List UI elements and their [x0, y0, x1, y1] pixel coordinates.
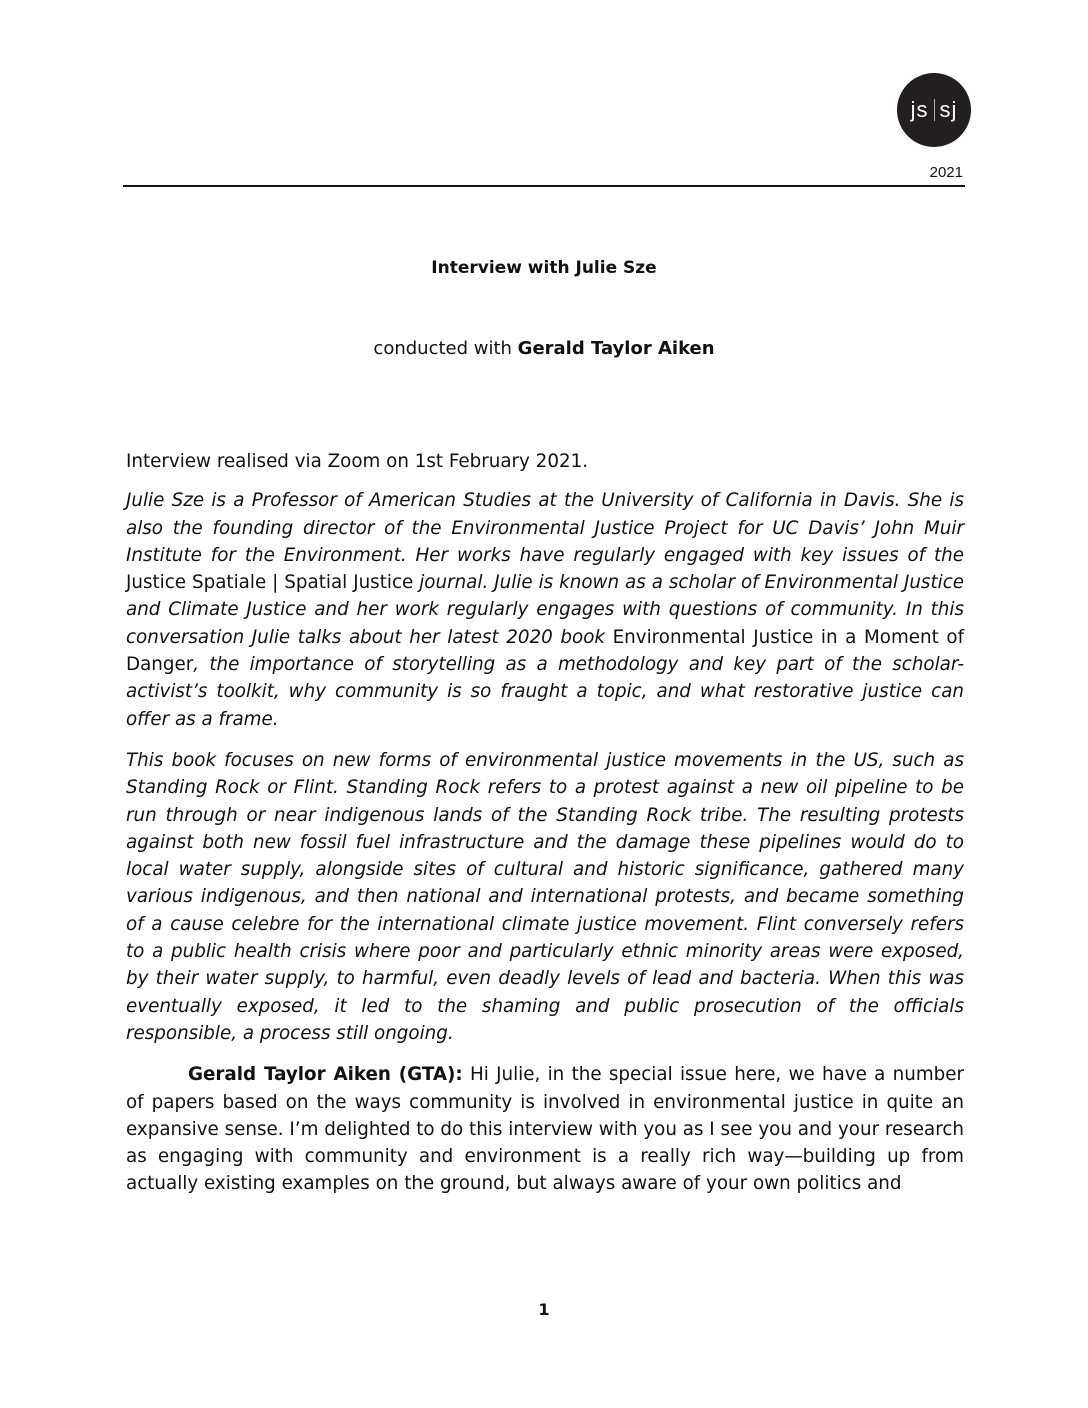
question-paragraph: [126, 1061, 964, 1197]
interviewer-name: Gerald Taylor Aiken: [517, 338, 715, 359]
document-body: [126, 448, 964, 1212]
logo-left-text: js: [910, 97, 929, 122]
page-number: 1: [538, 1300, 550, 1319]
bio-text-3: , the importance of storytelling as a methodology and key part of the scholar-activist’s toolkit, why community is so fraught a topic, and what restorative justice can offer as a frame.: [126, 654, 964, 730]
document-title: Interview with Julie Sze: [431, 258, 657, 278]
journal-name: Justice Spatiale | Spatial Justice: [126, 572, 414, 594]
bio-paragraph: [126, 487, 964, 733]
speaker-label: Gerald Taylor Aiken (GTA):: [188, 1064, 463, 1086]
bio-text-2: journal. Julie is known as a scholar of Environmental Justice and Climate Justice and her work regularly engages with questions of community. In this conversation Julie talks about her latest 2020 book: [126, 572, 964, 648]
bio-text-1: Julie Sze is a Professor of American Studies at the University of California in Davis. She is also the founding director of the Environmental Justice Project for UC Davis’ John Muir Institute for the Environment. Her works have regularly engaged with key issues of the: [126, 490, 964, 566]
header-year: 2021: [929, 164, 963, 181]
journal-logo: [897, 73, 971, 147]
subtitle-prefix: conducted with: [373, 338, 518, 359]
context-paragraph: This book focuses on new forms of environmental justice movements in the US, such as Standing Rock or Flint. Standing Rock refers to a protest against a new oil pipeline to be run through or near indigenous lands of the Standing Rock tribe. The resulting protests against both new fossil fuel infrastructure and the damage these pipelines would do to local water supply, alongside sites of cultural and historic significance, gathered many various indigenous, and then national and international protests, and became something of a cause celebre for the international climate justice movement. Flint conversely refers to a public health crisis where poor and particularly ethnic minority areas were exposed, by their water supply, to harmful, even deadly levels of lead and bacteria. When this was eventually exposed, it led to the shaming and public prosecution of the officials responsible, a process still ongoing.: [126, 749, 964, 1044]
question-text: Hi Julie, in the special issue here, we have a number of papers based on the ways community is involved in environmental justice in quite an expansive sense. I’m delighted to do this interview with you as I see you and your research as engaging with community and environment is a really rich way—building up from actually existing examples on the ground, but always aware of your own politics and: [126, 1064, 964, 1195]
logo-right-text: sj: [939, 97, 958, 122]
document-subtitle: [0, 338, 1088, 359]
logo-divider: [934, 99, 935, 121]
book-title: Environmental Justice in a Moment of Danger: [126, 626, 965, 676]
intro-paragraph: Interview realised via Zoom on 1st February 2021.: [126, 451, 589, 472]
header-rule: [123, 185, 965, 187]
